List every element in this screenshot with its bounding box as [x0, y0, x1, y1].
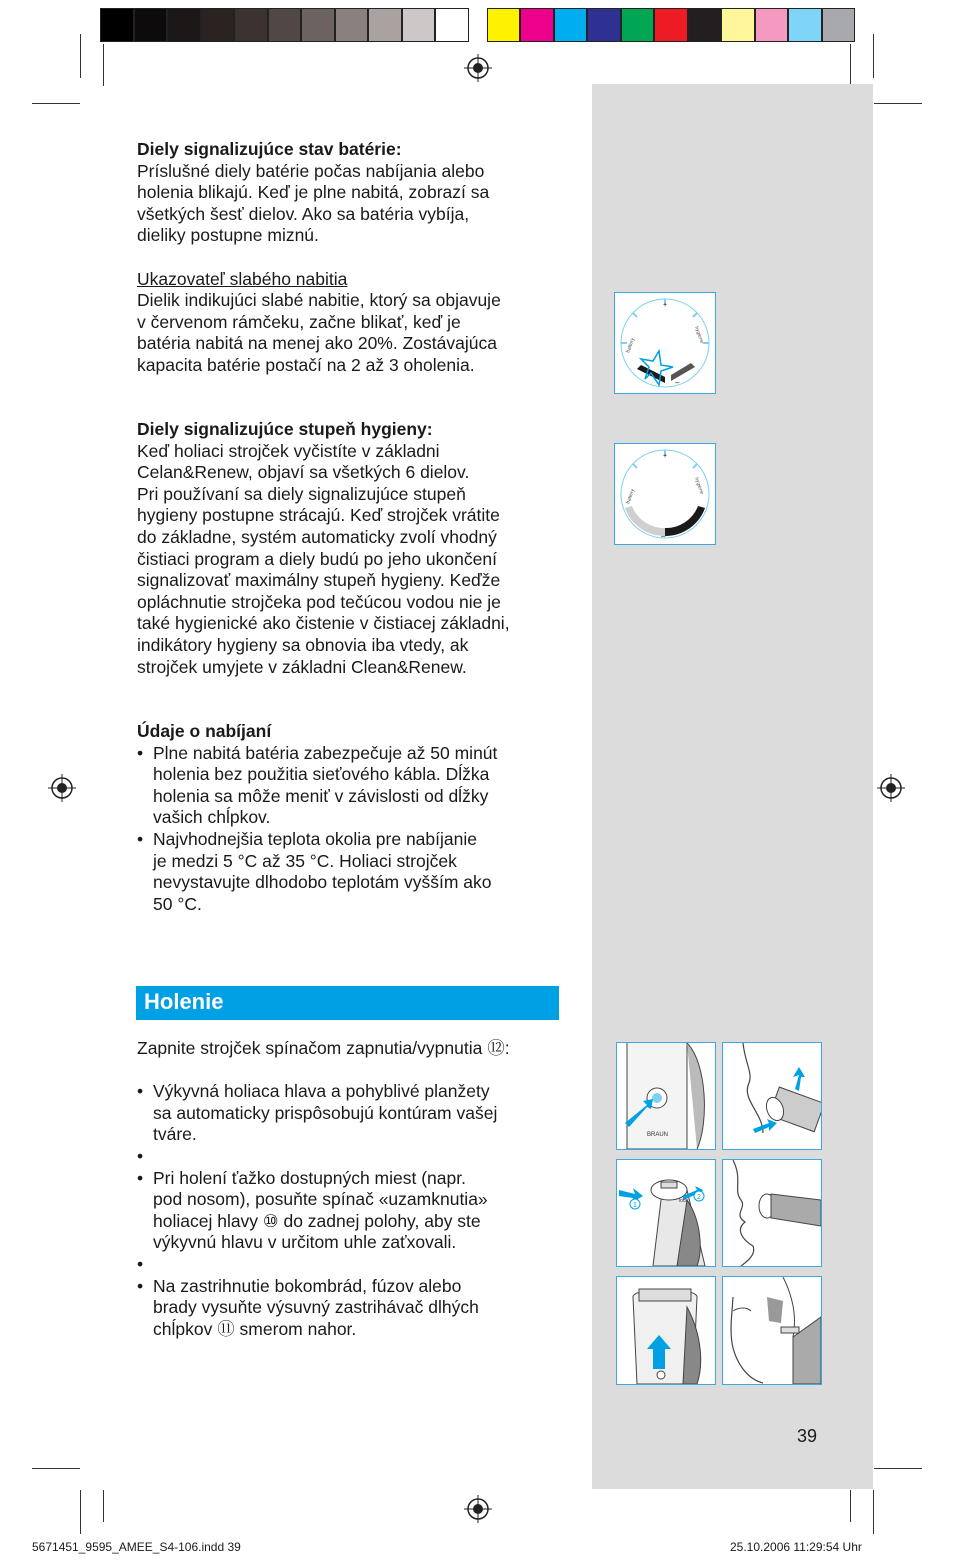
list-item-line: 50 °C.	[153, 893, 202, 914]
hygiene-dial-figure	[614, 443, 716, 545]
gray-swatch	[402, 8, 436, 42]
shaving-intro: Zapnite strojček spínačom zapnutia/vypnutia ⑫:	[137, 1038, 510, 1058]
battery-line: všetkých šesť dielov. Ako sa batéria vybíja,	[137, 203, 470, 224]
trimming-sideburns-figure	[722, 1276, 822, 1385]
dial-minus-label: –	[675, 378, 680, 387]
shaver-power-figure	[616, 1042, 716, 1150]
brand-label: BRAUN	[647, 1132, 669, 1138]
list-item-line: • Pri holení ťažko dostupných miest (napr.	[153, 1167, 466, 1188]
battery-dial-figure	[614, 292, 716, 394]
battery-line: dieliky postupne miznú.	[137, 225, 319, 246]
shaving-nose-illustration	[723, 1160, 821, 1266]
battery-title: Diely signalizujúce stav batérie:	[137, 139, 402, 159]
color-swatch	[688, 8, 722, 42]
lock-label: lock	[679, 1198, 688, 1204]
head-lock-illustration	[617, 1160, 715, 1266]
crop-mark	[874, 103, 922, 104]
page-number: 39	[797, 1426, 818, 1446]
trimmer-extend-illustration	[617, 1277, 715, 1384]
hygiene-line: Keď holiaci strojček vyčistíte v základni	[137, 440, 440, 461]
list-item-line: tváre.	[153, 1124, 197, 1145]
color-swatch	[822, 8, 856, 42]
list-item-line: výkyvnú hlavu v určitom uhle zaťxovali.	[153, 1232, 457, 1253]
section-heading: Holenie	[144, 989, 224, 1014]
list-item	[137, 1168, 510, 1254]
shaving-nose-figure	[722, 1159, 822, 1267]
charging-section	[137, 721, 497, 915]
swatch-gap	[469, 8, 487, 42]
hygiene-line: signalizovať maximálny stupeň hygieny. Keďže	[137, 570, 501, 591]
list-item-line: holenia sa môže meniť v závislosti od dĺžky	[153, 785, 489, 806]
list-item-line: • Najvhodnejšia teplota okolia pre nabíjanie	[153, 828, 477, 849]
hygiene-line: strojček umyjete v základni Clean&Renew.	[137, 656, 467, 677]
hygiene-line: čistiaci program a diely budú po jeho ukončení	[137, 548, 497, 569]
hygiene-line: hygieny postupne strácajú. Keď strojček vrátite	[137, 505, 500, 526]
dial-minus-label: –	[661, 532, 666, 541]
color-swatch	[621, 8, 655, 42]
registration-mark-icon	[464, 54, 492, 82]
list-item-line: pod nosom), posuňte spínač «uzamknutia»	[153, 1189, 488, 1210]
trimmer-extend-figure	[616, 1276, 716, 1385]
crop-mark	[103, 1490, 104, 1522]
list-item-line: vašich chĺpkov.	[153, 807, 271, 828]
hygiene-title: Diely signalizujúce stupeň hygieny:	[137, 419, 433, 439]
shaver-power-illustration	[617, 1043, 715, 1149]
list-item-line: • Na zastrihnutie bokombrád, fúzov alebo	[153, 1275, 462, 1296]
registration-mark-icon	[877, 774, 905, 802]
low-battery-line: batéria nabitá na menej ako 20%. Zostávajúca	[137, 333, 497, 354]
list-item-line: je medzi 5 °C až 35 °C. Holiaci strojček	[153, 850, 457, 871]
gray-swatch	[234, 8, 268, 42]
shaving-chin-illustration	[723, 1043, 821, 1149]
color-calibration-bar	[100, 8, 855, 42]
crop-mark	[850, 1490, 851, 1522]
gray-swatch	[435, 8, 469, 42]
gray-swatch	[100, 8, 134, 42]
shaving-chin-figure	[722, 1042, 822, 1150]
gray-swatch	[368, 8, 402, 42]
footer-timestamp: 25.10.2006 11:29:54 Uhr	[730, 1540, 862, 1554]
crop-mark	[32, 1468, 80, 1469]
gray-swatch	[301, 8, 335, 42]
dial-battery-label: battery	[625, 337, 637, 354]
step-number: 2	[697, 1194, 701, 1201]
list-item-line: • Plne nabitá batéria zabezpečuje až 50 minút	[153, 742, 498, 763]
crop-mark	[32, 103, 80, 104]
battery-dial-illustration	[615, 293, 715, 393]
color-swatch	[755, 8, 789, 42]
list-item	[137, 1276, 510, 1341]
color-swatch	[520, 8, 554, 42]
step-number: 1	[633, 1202, 637, 1209]
crop-mark	[80, 1490, 81, 1534]
low-battery-line: Dielik indikujúci slabé nabitie, ktorý sa objavuje	[137, 290, 501, 311]
color-swatch	[654, 8, 688, 42]
registration-mark-icon	[48, 774, 76, 802]
registration-mark-icon	[464, 1495, 492, 1523]
hygiene-line: Celan&Renew, objaví sa všetkých 6 dielov.	[137, 462, 470, 483]
section-heading-bar	[136, 986, 559, 1020]
hygiene-line: do základne, systém automaticky zvolí vhodný	[137, 526, 497, 547]
gray-swatch	[134, 8, 168, 42]
crop-mark	[874, 1468, 922, 1469]
dial-hygiene-label: hygiene	[693, 476, 705, 496]
hygiene-section	[137, 419, 510, 678]
list-item	[137, 743, 497, 829]
crop-mark	[873, 1490, 874, 1534]
crop-mark	[850, 44, 851, 86]
battery-line: Príslušné diely batérie počas nabíjania alebo	[137, 160, 485, 181]
crop-mark	[80, 34, 81, 78]
list-item-line: nevystavujte dlhodobo teplotám vyšším ako	[153, 872, 492, 893]
crop-mark	[873, 34, 874, 78]
shaving-section	[137, 1038, 510, 1340]
gray-swatch	[201, 8, 235, 42]
low-battery-line: kapacita batérie postačí na 2 až 3 oholenia.	[137, 354, 475, 375]
color-swatch	[487, 8, 521, 42]
gray-swatch	[167, 8, 201, 42]
head-lock-figure	[616, 1159, 716, 1267]
crop-mark	[103, 44, 104, 86]
trimming-sideburns-illustration	[723, 1277, 821, 1384]
dial-hygiene-label: hygiene	[693, 325, 705, 345]
battery-line: holenia blikajú. Keď je plne nabitá, zobrazí sa	[137, 182, 490, 203]
color-swatch	[721, 8, 755, 42]
list-item-line: • Výkyvná holiaca hlava a pohyblivé planžety	[153, 1081, 490, 1102]
list-item-line: brady vysuňte výsuvný zastrihávač dlhých	[153, 1297, 479, 1318]
charging-title: Údaje o nabíjaní	[137, 721, 272, 741]
list-item	[137, 1081, 510, 1146]
color-swatch	[788, 8, 822, 42]
dial-plus-label: +	[663, 302, 668, 309]
dial-battery-label: battery	[625, 488, 637, 505]
color-swatch	[587, 8, 621, 42]
gray-swatch	[335, 8, 369, 42]
list-item	[137, 829, 497, 915]
hygiene-line: také hygienické ako čistenie v čistiacej základni,	[137, 613, 510, 634]
battery-section	[137, 139, 501, 377]
dial-plus-label: +	[663, 453, 668, 460]
list-item-line: holenia bez použitia sieťového kábla. Dĺžka	[153, 764, 490, 785]
low-battery-title: Ukazovateľ slabého nabitia	[137, 268, 348, 289]
low-battery-line: v červenom rámčeku, začne blikať, keď je	[137, 311, 461, 332]
hygiene-line: Pri používaní sa diely signalizujúce stupeň	[137, 483, 466, 504]
gray-swatch	[268, 8, 302, 42]
list-item-line: sa automaticky prispôsobujú kontúram vašej	[153, 1102, 498, 1123]
footer-file-info: 5671451_9595_AMEE_S4-106.indd 39	[32, 1540, 241, 1554]
hygiene-line: opláchnutie strojčeka pod tečúcou vodou nie je	[137, 591, 501, 612]
hygiene-dial-illustration	[615, 444, 715, 544]
list-item-line: holiacej hlavy ⑩ do zadnej polohy, aby ste	[153, 1210, 481, 1231]
hygiene-line: indikátory hygieny sa obnovia iba vtedy, ak	[137, 634, 469, 655]
color-swatch	[554, 8, 588, 42]
list-item-line: chĺpkov ⑪ smerom nahor.	[153, 1318, 357, 1339]
